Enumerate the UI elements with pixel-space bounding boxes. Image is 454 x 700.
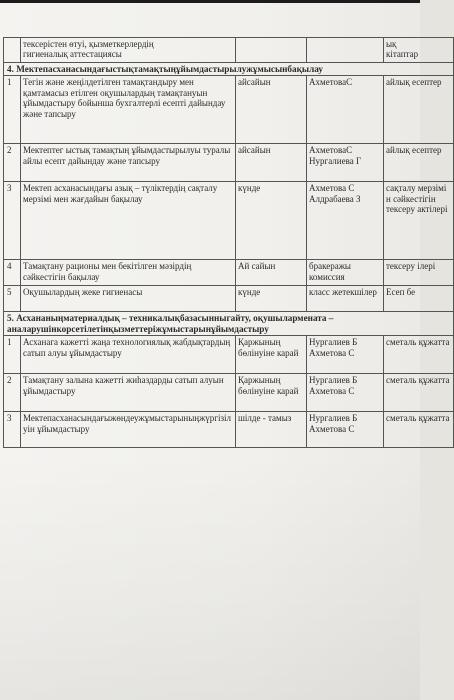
row-task: Тамақтану залына кажетті жиһаздарды сатып алуын ұйымдастыру [21, 374, 236, 412]
table-row [4, 144, 454, 182]
row-resp: Нургалиев Б Ахметова С [307, 374, 384, 412]
row-resp: класс жетекшілер [307, 286, 384, 312]
row-num: 3 [4, 412, 21, 448]
row-result: сметаль құжатта [384, 374, 454, 412]
num-cell [4, 38, 21, 63]
row-time: айсайын [236, 76, 307, 144]
row-num: 1 [4, 336, 21, 374]
row-time: айсайын [236, 144, 307, 182]
table-row [4, 260, 454, 286]
row-resp: АхметоваС Нургалиева Г [307, 144, 384, 182]
plan-table [3, 37, 454, 448]
row-task: Мектептег ыстық тамақтың ұйымдастырылуы туралы айлы есепт дайындау және тапсыру [21, 144, 236, 182]
row-task: Асханага кажетті жаңа технологиялық жабдықтардың сатып алуы ұйымдастыру [21, 336, 236, 374]
row-resp: бракеражы комиссия [307, 260, 384, 286]
row-time: күнде [236, 182, 307, 260]
row-resp: Нургалиев Б Ахметова С [307, 336, 384, 374]
row-task: Тамақтану рационы мен бекітілген мәзірдің сәйкестігін бақылау [21, 260, 236, 286]
row-result: сақталу мерзімі н сәйкестігін тексеру актілері [384, 182, 454, 260]
row-result: сметаль құжатта [384, 336, 454, 374]
row-task: Тегін және жеңілдетілген тамақтандыру мен қамтамасыз етілген оқушылардың тамақтануын ұйымдастыру бойынша бухгалтерлі есепті дайындау және тапсыру [21, 76, 236, 144]
row-time: Қаржының бөлінуіне карай [236, 374, 307, 412]
row-time: шілде - тамыз [236, 412, 307, 448]
row-result: айлық есептер [384, 144, 454, 182]
row-task: Мектепасханасындағыжөндеужұмыстарыныңжүргізілуін ұйымдастыру [21, 412, 236, 448]
time-cell [236, 38, 307, 63]
row-result: тексеру ілері [384, 260, 454, 286]
row-num: 2 [4, 144, 21, 182]
row-time: Ай сайын [236, 260, 307, 286]
row-result: Есеп бе [384, 286, 454, 312]
section-5-header [4, 312, 454, 336]
row-result: сметаль құжатта [384, 412, 454, 448]
task-cell: тексерістен өтуі, қызметкерлердің гигиеналық аттестациясы [21, 38, 236, 63]
table-row [4, 412, 454, 448]
row-task: Оқушылардың жеке гигиенасы [21, 286, 236, 312]
section-4-header [4, 63, 454, 76]
row-num: 3 [4, 182, 21, 260]
section-title: 4. Мектепасханасындағыстықтамақтыңұйымдастырылужұмысынбақылау [4, 63, 454, 76]
table-row [4, 286, 454, 312]
row-time: Қаржының бөлінуіне карай [236, 336, 307, 374]
row-resp: АхметоваС [307, 76, 384, 144]
section-title: 5. Асхананыңматериалдық – техникалықбазасынныгайту, оқушылармената – аналарушінкорсетілетінқызметтеріжұмыстарынұйымдастыру [4, 312, 454, 336]
row-time: күнде [236, 286, 307, 312]
row-num: 1 [4, 76, 21, 144]
row-num: 5 [4, 286, 21, 312]
table-row [4, 182, 454, 260]
row-resp: Ахметова С Алдрабаева З [307, 182, 384, 260]
resp-cell [307, 38, 384, 63]
row-task: Мектеп асханасындағы азық – түліктердің сақталу мерзімі мен жағдайын бақылау [21, 182, 236, 260]
row-num: 2 [4, 374, 21, 412]
result-cell: ық кітаптар [384, 38, 454, 63]
table-row [4, 76, 454, 144]
row-resp: Нургалиев Б Ахметова С [307, 412, 384, 448]
row-result: айлық есептер [384, 76, 454, 144]
table-row [4, 374, 454, 412]
row-num: 4 [4, 260, 21, 286]
table-row-top [4, 38, 454, 63]
table-row [4, 336, 454, 374]
